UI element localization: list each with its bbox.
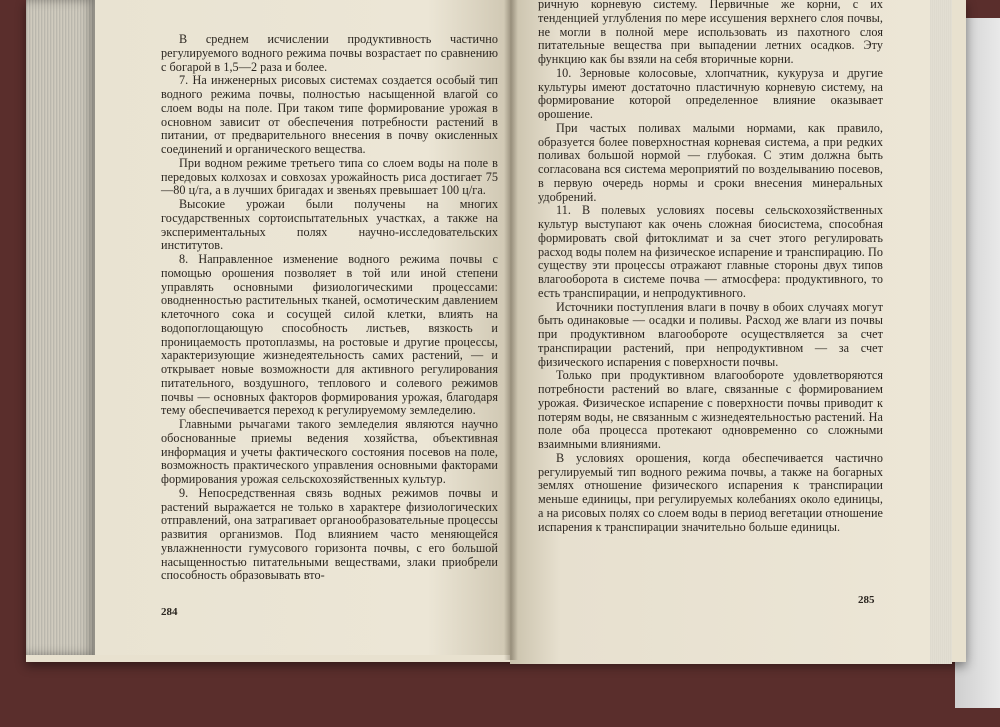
right-page-text [538,0,883,534]
paragraph: 11. В полевых условиях посевы сельскохозяйственных культур выступают как очень сложная биосистема, способная формировать свой фитоклимат и за счет этого регулировать расход воды полем на физическое испарение и транспирацию. По существу эти процессы отражают главные стороны двух типов влагооборота в системе почва — атмосфера: продуктивного, то есть транспирации, и непродуктивного. [538,203,883,300]
paragraph: 10. Зерновые колосовые, хлопчатник, кукуруза и другие культуры имеют достаточно пластичную корневую систему, на формирование которой определенное влияние оказывает орошение. [538,65,883,121]
paragraph: Высокие урожаи были получены на многих государственных сортоиспытательных участках, а также на экспериментальных полях научно-исследовательских институтов. [161,197,498,253]
paragraph: В среднем исчислении продуктивность частично регулируемого водного режима почвы возрастает по сравнению с богарой в 1,5—2 раза и более. [161,32,498,74]
paragraph: Главными рычагами такого земледелия являются научно обоснованные приемы ведения хозяйства, объективная информация и учеты фактического состояния посевов на поле, возможность практического управления основными факторами формирования урожая сельскохозяйственных культур. [161,417,498,486]
paragraph: При частых поливах малыми нормами, как правило, образуется более поверхностная корневая система, а при редких поливах большой нормой — глубокая. С этим должна быть согласована вся система мероприятий по возделыванию посевов, в первую очередь нормы и сроки внесения минеральных удобрений. [538,120,883,204]
page-number: 285 [858,594,875,606]
book-page-edges-right [928,0,952,664]
left-page-text [161,33,498,583]
paragraph: 9. Непосредственная связь водных режимов почвы и растений выражается не только в характере физиологических отправлений, она затрагивает органообразовательные процессы развития организмов. Под влиянием часто меняющейся увлажненности гумусового горизонта почвы, с его большой насыщенностью питательными веществами, злаки приобрели способность образовывать вто- [161,485,498,583]
paragraph: В условиях орошения, когда обеспечивается частично регулируемый тип водного режима почвы, а также на богарных землях отношение физического испарения к транспирации меньше единицы, при регулируемых колебаниях около единицы, а на рисовых полях со слоем воды в период вегетации отношение испарения к транспирации значительно больше единицы. [538,450,883,534]
paragraph: 7. На инженерных рисовых системах создается особый тип водного режима почвы, полностью насыщенной влагой со слоем воды на поле. При таком типе формирование урожая в основном зависит от обеспечения потребности растений в питании, от предварительного внесения в почву окисленных соединений и органического вещества. [161,73,498,156]
paragraph: 8. Направленное изменение водного режима почвы с помощью орошения позволяет в той или иной степени управлять основными физиологическими процессами: оводненностью растительных тканей, осмотическим давлением клеточного сока и сосущей силой клетки, влиять на водопоглощающую способность листьев, вязкость и проницаемость протоплазмы, на ростовые и другие процессы, характеризующие жизнедеятельность самих растений, — и открывает новые возможности для активного регулирования питательного, воздушного, теплового и солевого режимов почвы — основных факторов формирования урожая, благодаря тему обеспечивается переход к регулируемому земледелию. [161,252,498,418]
page-number: 284 [161,606,178,618]
paragraph: При водном режиме третьего типа со слоем воды на поле в передовых колхозах и совхозах урожайность риса достигает 75—80 ц/га, а в лучших бригадах и звеньях превышает 100 ц/га. [161,155,498,198]
book-page-edges-left [26,0,96,655]
paragraph: Источники поступления влаги в почву в обоих случаях могут быть одинаковые — осадки и поливы. Расход же влаги из почвы при продуктивном влагообороте осуществляется за счет транспирации растений, при непродуктивном — за счет физического испарения с поверхности почвы. [538,299,883,369]
paragraph: ричную корневую систему. Первичные же корни, с их тенденцией углубления по мере иссушения верхнего слоя почвы, не могли в полной мере использовать из пахотного слоя питательные вещества при выпадении летних осадков. Эту функцию как бы взяли на себя вторичные корни. [538,0,883,66]
paragraph: Только при продуктивном влагообороте удовлетворяются потребности растений во влаге, связанные с формированием урожая. Физическое испарение с поверхности почвы приводит к потерям воды, не связанным с жизнедеятельностью растений. На поле оба процесса протекают одновременно со сложными взаимными влияниями. [538,368,883,451]
book-gutter [504,0,518,660]
